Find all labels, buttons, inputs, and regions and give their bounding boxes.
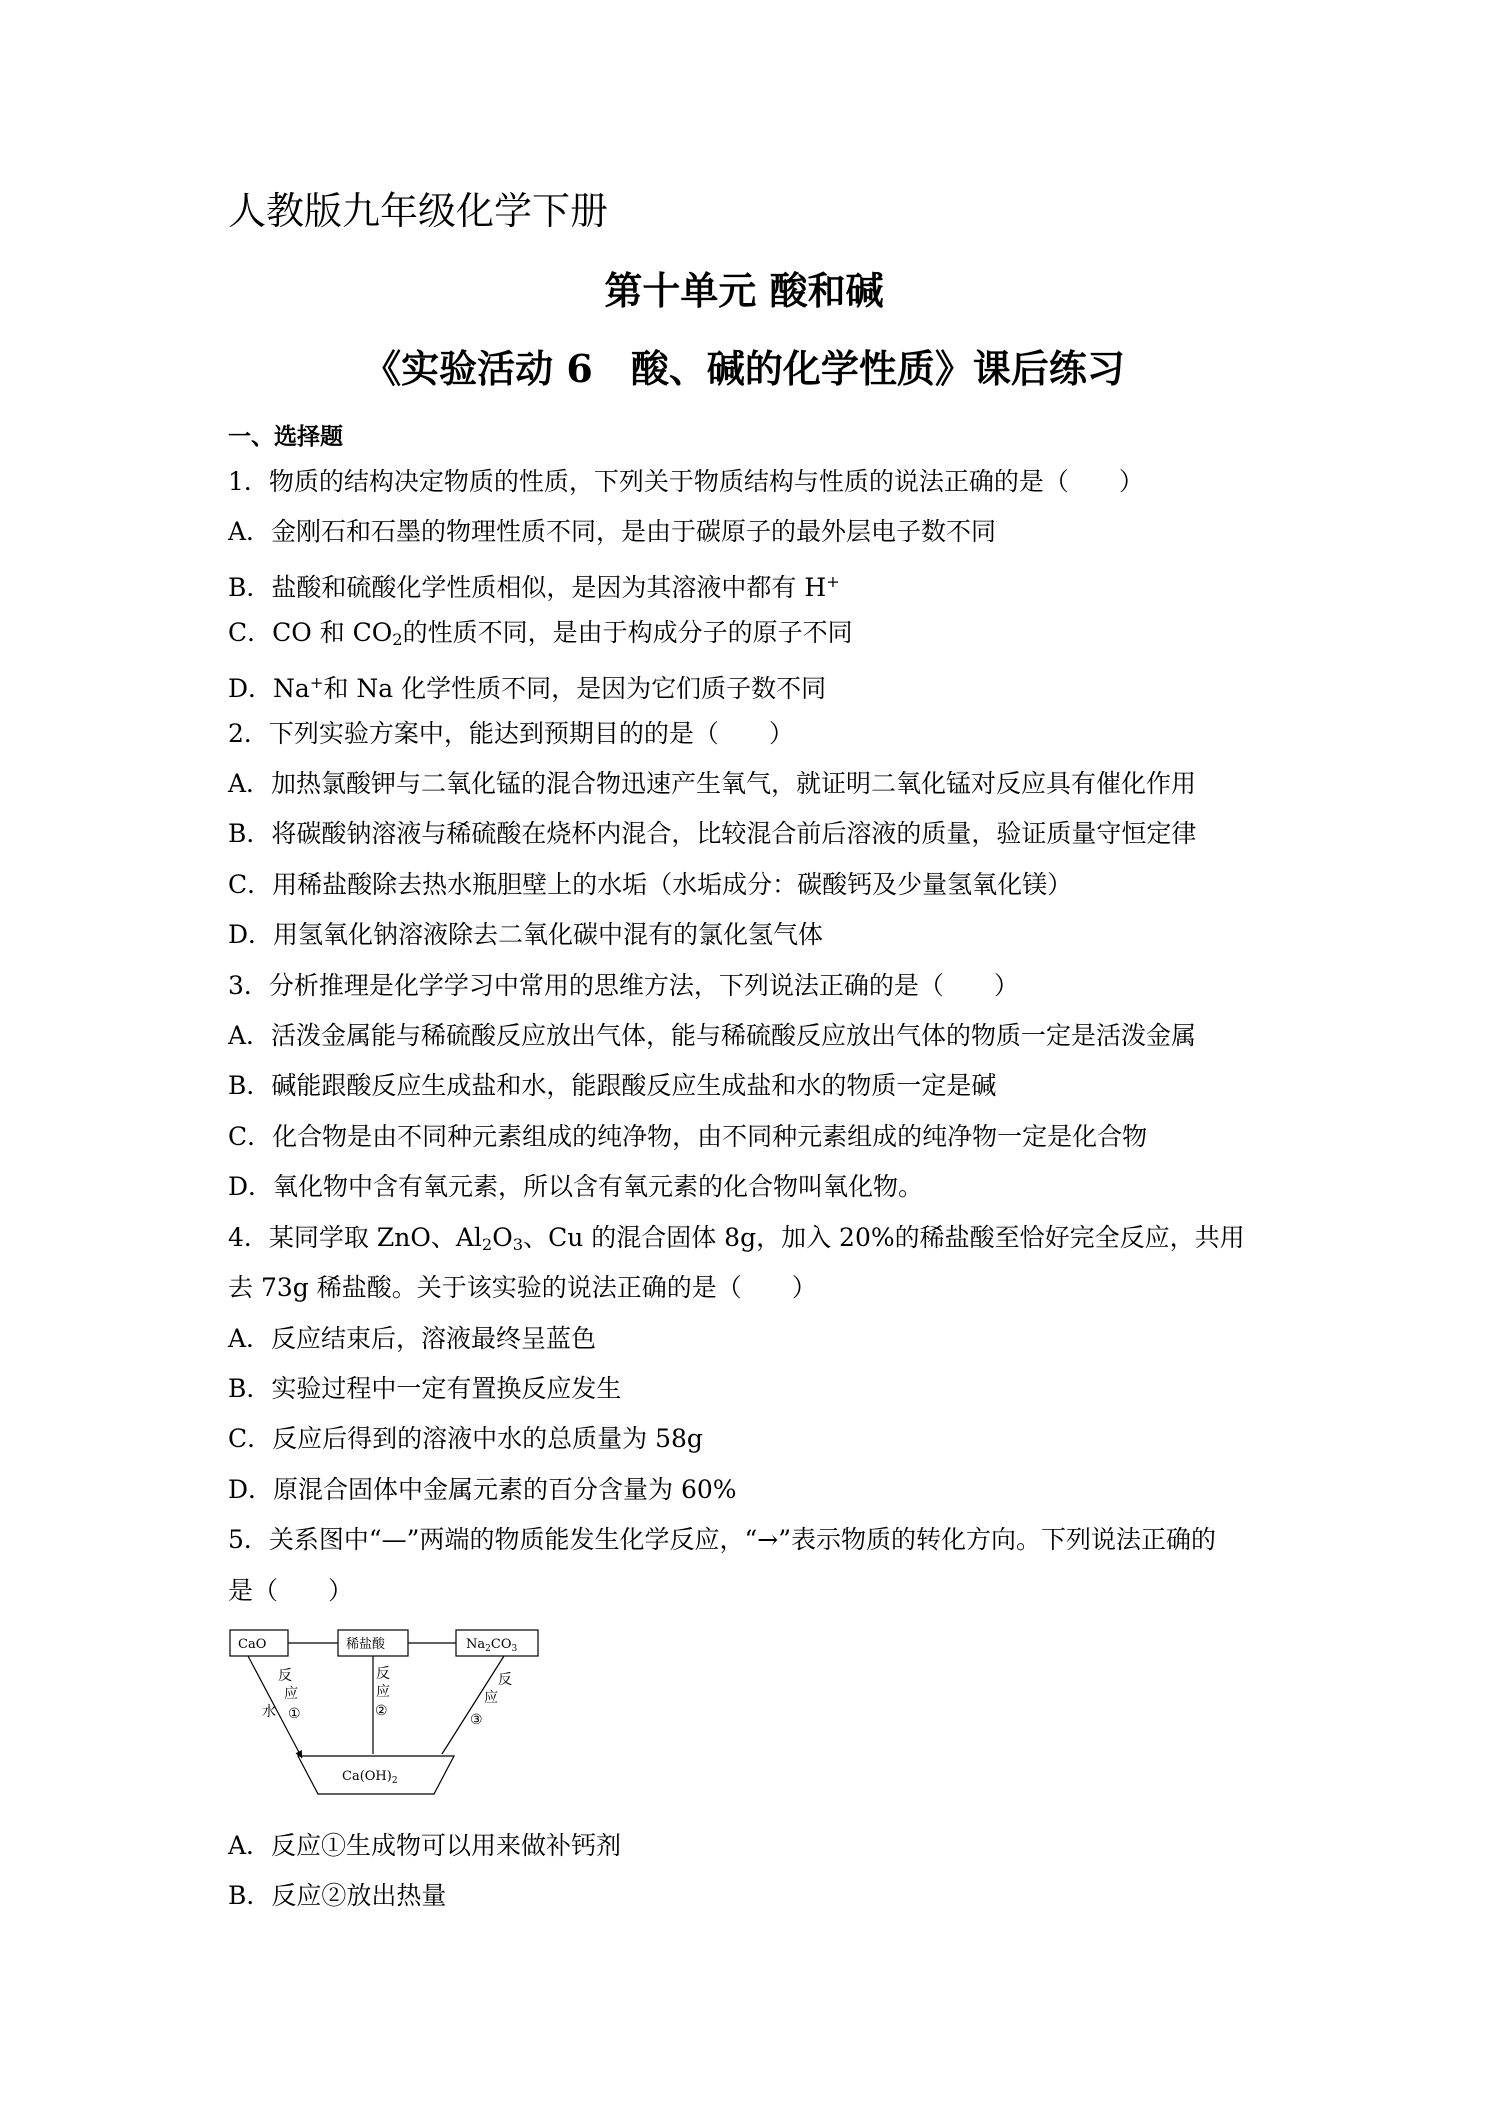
section-heading: 一、选择题 — [228, 424, 343, 450]
r3-text-b: 应 — [484, 1690, 498, 1706]
unit-title: 第十单元 酸和碱 — [604, 268, 884, 313]
q1-option-c: C．CO 和 $CO_2$的性质不同，是由于构成分子的原子不同 — [228, 618, 853, 649]
q4-option-a: A．反应结束后，溶液最终呈蓝色 — [228, 1324, 597, 1353]
relation-diagram — [226, 1628, 556, 1808]
q1-stem: 1．物质的结构决定物质的性质，下列关于物质结构与性质的说法正确的是（ ） — [228, 467, 1144, 496]
r2-text-a: 反 — [376, 1666, 390, 1682]
q3-option-d: D．氧化物中含有氧元素，所以含有氧元素的化合物叫氧化物。 — [228, 1172, 924, 1201]
q4-option-d: D．原混合固体中金属元素的百分含量为 60% — [228, 1475, 737, 1504]
r1-number: ① — [288, 1706, 301, 1722]
na2co3-label: $Na_2CO_3$ — [466, 1637, 518, 1654]
acid-label: 稀盐酸 — [346, 1637, 386, 1652]
q3-option-a: A．活泼金属能与稀硫酸反应放出气体，能与稀硫酸反应放出气体的物质一定是活泼金属 — [228, 1021, 1197, 1050]
q1-option-b: B．盐酸和硫酸化学性质相似，是因为其溶液中都有 H+ — [228, 572, 840, 602]
q4-option-b: B．实验过程中一定有置换反应发生 — [228, 1374, 622, 1403]
q5-option-b: B．反应②放出热量 — [228, 1881, 447, 1910]
lesson-title: 《实验活动 6 酸、碱的化学性质》课后练习 — [363, 346, 1125, 391]
r2-text-b: 应 — [376, 1684, 390, 1700]
q5-stem-line1: 5．关系图中“—”两端的物质能发生化学反应，“→”表示物质的转化方向。下列说法正确的 — [228, 1525, 1216, 1554]
caoh2-label: $Ca(OH)_2$ — [342, 1769, 398, 1786]
r1-water-label: 水 — [262, 1704, 276, 1720]
r1-text-b: 应 — [284, 1686, 298, 1702]
q2-option-b: B．将碳酸钠溶液与稀硫酸在烧杯内混合，比较混合前后溶液的质量，验证质量守恒定律 — [228, 819, 1197, 848]
r3-text-a: 反 — [498, 1672, 512, 1688]
q2-option-c: C．用稀盐酸除去热水瓶胆壁上的水垢（水垢成分：碳酸钙及少量氢氧化镁） — [228, 870, 1073, 899]
book-title: 人教版九年级化学下册 — [228, 189, 609, 233]
q3-option-c: C．化合物是由不同种元素组成的纯净物，由不同种元素组成的纯净物一定是化合物 — [228, 1122, 1148, 1151]
q4-stem-line2: 去 73g 稀盐酸。关于该实验的说法正确的是（ ） — [228, 1273, 817, 1302]
q2-stem: 2．下列实验方案中，能达到预期目的的是（ ） — [228, 719, 794, 748]
cao-label: CaO — [238, 1637, 267, 1652]
q5-option-a: A．反应①生成物可以用来做补钙剂 — [228, 1831, 622, 1860]
r1-text-a: 反 — [278, 1668, 292, 1684]
q2-option-a: A．加热氯酸钾与二氧化锰的混合物迅速产生氧气，就证明二氧化锰对反应具有催化作用 — [228, 769, 1197, 798]
q3-stem: 3．分析推理是化学学习中常用的思维方法，下列说法正确的是（ ） — [228, 971, 1019, 1000]
q3-option-b: B．碱能跟酸反应生成盐和水，能跟酸反应生成盐和水的物质一定是碱 — [228, 1071, 997, 1100]
q1-option-d: D．Na+和 Na 化学性质不同，是因为它们质子数不同 — [228, 673, 827, 703]
q1-option-a: A．金刚石和石墨的物理性质不同，是由于碳原子的最外层电子数不同 — [228, 517, 997, 546]
q2-option-d: D．用氢氧化钠溶液除去二氧化碳中混有的氯化氢气体 — [228, 920, 824, 949]
r3-number: ③ — [470, 1712, 483, 1728]
r2-number: ② — [375, 1703, 388, 1719]
q4-stem-line1: 4．某同学取 ZnO、$Al_2O_3$、Cu 的混合固体 8g，加入 20%的稀盐酸至恰好完全反应，共用 — [228, 1223, 1245, 1254]
q5-stem-line2: 是（ ） — [228, 1576, 354, 1605]
q4-option-c: C．反应后得到的溶液中水的总质量为 58g — [228, 1424, 703, 1453]
